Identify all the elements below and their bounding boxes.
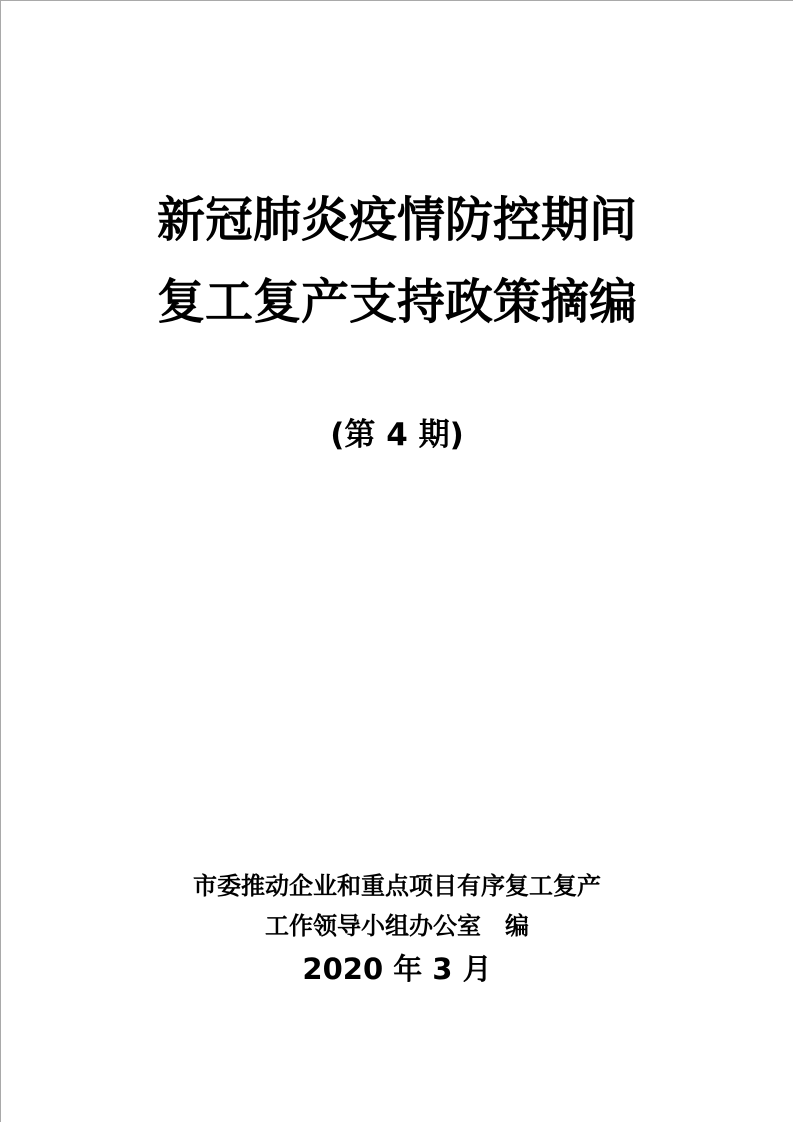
publication-date: 2020 年 3 月 bbox=[302, 952, 492, 986]
publisher-line-2: 工作领导小组办公室 编 bbox=[265, 912, 529, 940]
issue-number-label: (第 4 期) bbox=[330, 417, 464, 453]
cover-title-line-1: 新冠肺炎疫情防控期间 bbox=[156, 192, 637, 248]
cover-title-line-2: 复工复产支持政策摘编 bbox=[156, 274, 637, 330]
publisher-line-1: 市委推动企业和重点项目有序复工复产 bbox=[193, 872, 601, 900]
